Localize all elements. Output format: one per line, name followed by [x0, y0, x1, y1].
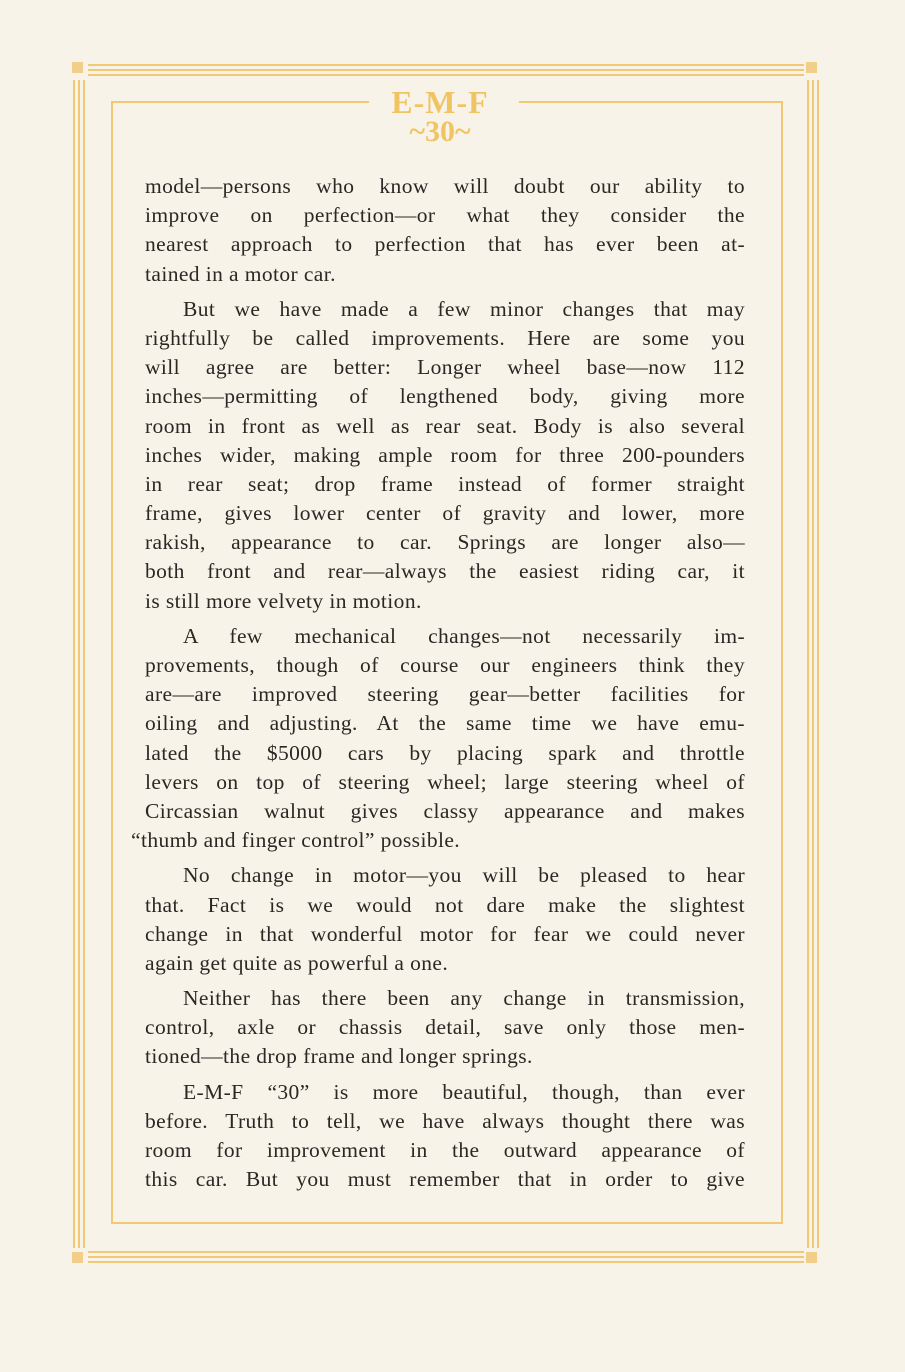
- frame-top-rule: [88, 64, 804, 66]
- text-line: is still more velvety in motion.: [145, 588, 422, 613]
- text-line: provements, though of course our engineers think they: [145, 653, 745, 677]
- emf-30-logo: [380, 86, 500, 148]
- frame-corner: [72, 1252, 83, 1263]
- frame-corner: [806, 1252, 817, 1263]
- text-line: No change in motor—you will be pleased to hear: [183, 863, 745, 888]
- logo-30: ~30~: [409, 115, 471, 148]
- text-line: oiling and adjusting. At the same time we have emu-: [145, 711, 745, 736]
- frame-top-rule: [88, 74, 804, 76]
- frame-bottom-rule: [88, 1261, 804, 1263]
- text-line: inches—permitting of lengthened body, giving more: [145, 384, 745, 409]
- text-line: inches wider, making ample room for three 200-pounders: [145, 442, 745, 467]
- text-line: “thumb and finger control” possible.: [131, 828, 461, 853]
- inner-top-rule: [519, 101, 781, 103]
- frame-corner: [806, 62, 817, 73]
- text-line: this car. But you must remember that in order to give: [145, 1167, 745, 1192]
- frame-top-rule: [88, 69, 804, 71]
- text-line: E-M-F “30” is more beautiful, though, than ever: [183, 1079, 745, 1104]
- text-line: change in that wonderful motor for fear we could never: [145, 921, 745, 946]
- body-text: [131, 172, 745, 1200]
- frame-left-rule: [78, 80, 80, 1248]
- text-line: before. Truth to tell, we have always thought there was: [145, 1108, 745, 1133]
- frame-bottom-rule: [88, 1256, 804, 1258]
- text-line: both front and rear—always the easiest riding car, it: [145, 559, 745, 584]
- logo-emf: E-M-F: [391, 84, 489, 120]
- text-line: But we have made a few minor changes that may: [183, 296, 745, 321]
- text-line: tained in a motor car.: [145, 261, 336, 286]
- inner-top-rule: [111, 101, 369, 103]
- paragraph: [145, 861, 745, 978]
- text-line: Circassian walnut gives classy appearance and makes: [145, 798, 745, 823]
- frame-right-rule: [807, 80, 809, 1248]
- text-line: control, axle or chassis detail, save only those men-: [145, 1015, 745, 1040]
- text-line: are—are improved steering gear—better facilities for: [145, 682, 745, 707]
- paragraph: [145, 172, 745, 289]
- text-line: Neither has there been any change in transmission,: [183, 986, 745, 1011]
- frame-corner: [72, 62, 83, 73]
- text-line: room for improvement in the outward appearance of: [145, 1138, 745, 1162]
- text-line: that. Fact is we would not dare make the slightest: [145, 892, 745, 917]
- text-line: nearest approach to perfection that has ever been at-: [145, 232, 745, 257]
- text-line: rightfully be called improvements. Here are some you: [145, 325, 745, 350]
- text-line: lated the $5000 cars by placing spark and throttle: [145, 740, 745, 765]
- frame-right-rule: [817, 80, 819, 1248]
- frame-bottom-rule: [88, 1251, 804, 1253]
- text-line: improve on perfection—or what they consider the: [145, 203, 745, 228]
- text-line: will agree are better: Longer wheel base—now 112: [145, 355, 745, 380]
- text-line: in rear seat; drop frame instead of former straight: [145, 471, 745, 496]
- text-line: model—persons who know will doubt our ability to: [145, 174, 745, 198]
- frame-right-rule: [812, 80, 814, 1248]
- frame-left-rule: [73, 80, 75, 1248]
- paragraph: [145, 984, 745, 1072]
- text-line: room in front as well as rear seat. Body is also several: [145, 413, 745, 438]
- text-line: A few mechanical changes—not necessarily im-: [183, 623, 745, 648]
- paragraph: [131, 622, 745, 856]
- text-line: tioned—the drop frame and longer springs.: [145, 1044, 533, 1069]
- paragraph: [145, 1078, 745, 1195]
- text-line: levers on top of steering wheel; large steering wheel of: [145, 769, 745, 794]
- paragraph: [145, 295, 745, 616]
- text-line: frame, gives lower center of gravity and lower, more: [145, 501, 745, 526]
- text-line: again get quite as powerful a one.: [145, 950, 449, 975]
- text-line: rakish, appearance to car. Springs are longer also—: [145, 530, 745, 555]
- frame-left-rule: [83, 80, 85, 1248]
